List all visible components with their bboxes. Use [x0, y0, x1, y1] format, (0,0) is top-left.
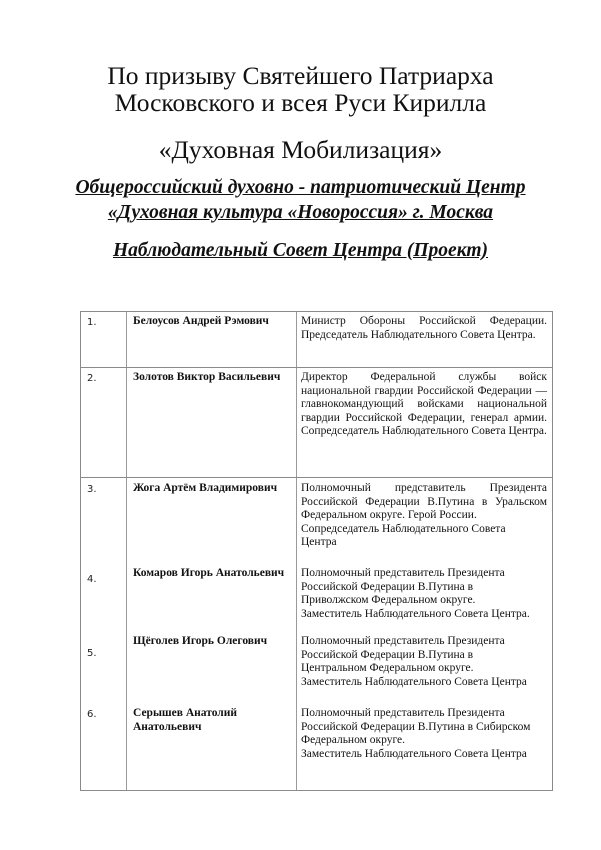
- member-role-cont: Центра: [301, 536, 337, 548]
- role-line: Заместитель Наблюдательного Совета Центра: [301, 675, 527, 688]
- row-number: 5.: [87, 648, 97, 659]
- role-line: Заместитель Наблюдательного Совета Центра: [301, 747, 527, 760]
- role-line: Заместитель Наблюдательного Совета Центра.: [301, 607, 530, 620]
- row-number: 1.: [87, 317, 97, 328]
- member-name: Щёголев Игорь Олегович: [133, 635, 268, 647]
- member-role: [301, 567, 547, 621]
- row-divider: [81, 367, 552, 368]
- subtitle: «Духовная Мобилизация»: [158, 135, 443, 164]
- member-name: Золотов Виктор Васильевич: [133, 371, 281, 383]
- member-role: Директор Федеральной службы войск национальной гвардии Российской Федерации — главнокомандующий войсками национальной гвардии Российской Федерации, генерал армии. Сопредседатель Наблюдательного Совета Центра.: [301, 371, 547, 437]
- name-line: Серышев Анатолий: [133, 707, 238, 719]
- role-line: Приволжском Федеральном округе.: [301, 594, 476, 606]
- row-number: 4.: [87, 574, 97, 585]
- member-role: [301, 707, 547, 761]
- org-line-1: Общероссийский духовно - патриотический Центр: [75, 177, 526, 198]
- member-role: Полномочный представитель Президента Российской Федерации В.Путина в Уральском Федеральном округе. Герой России.: [301, 482, 547, 521]
- member-name: Белоусов Андрей Рэмович: [133, 315, 269, 327]
- member-name: Жога Артём Владимирович: [133, 482, 278, 494]
- role-line: Полномочный представитель Президента: [301, 635, 505, 647]
- member-name: Комаров Игорь Анатольевич: [133, 567, 285, 579]
- title-line-2: Московского и всея Руси Кирилла: [114, 88, 487, 117]
- role-line: Центральном Федеральном округе.: [301, 662, 474, 674]
- row-number: 2.: [87, 373, 97, 384]
- column-divider: [126, 312, 127, 790]
- member-name: [133, 707, 298, 734]
- name-line: Анатольевич: [133, 720, 202, 733]
- council-table: [80, 311, 553, 791]
- row-number: 6.: [87, 709, 97, 720]
- role-line: Федеральном округе.: [301, 734, 405, 746]
- member-role-cont: Сопредседатель Наблюдательного Совета: [301, 523, 506, 535]
- role-line: Полномочный представитель Президента: [301, 567, 505, 579]
- member-role: [301, 635, 547, 689]
- org-line-2: «Духовная культура «Новороссия» г. Москва: [107, 202, 494, 223]
- role-line: Российской Федерации В.Путина в: [301, 648, 474, 661]
- title-line-1: По призыву Святейшего Патриарха: [107, 61, 494, 90]
- role-line: Российской Федерации В.Путина в Сибирском: [301, 720, 531, 733]
- role-line: Полномочный представитель Президента: [301, 707, 505, 719]
- row-number: 3.: [87, 484, 97, 495]
- role-line: Российской Федерации В.Путина в: [301, 580, 474, 593]
- member-role: Министр Обороны Российской Федерации. Председатель Наблюдательного Совета Центра.: [301, 315, 547, 341]
- council-heading: Наблюдательный Совет Центра (Проект): [112, 240, 488, 261]
- row-divider: [81, 477, 552, 478]
